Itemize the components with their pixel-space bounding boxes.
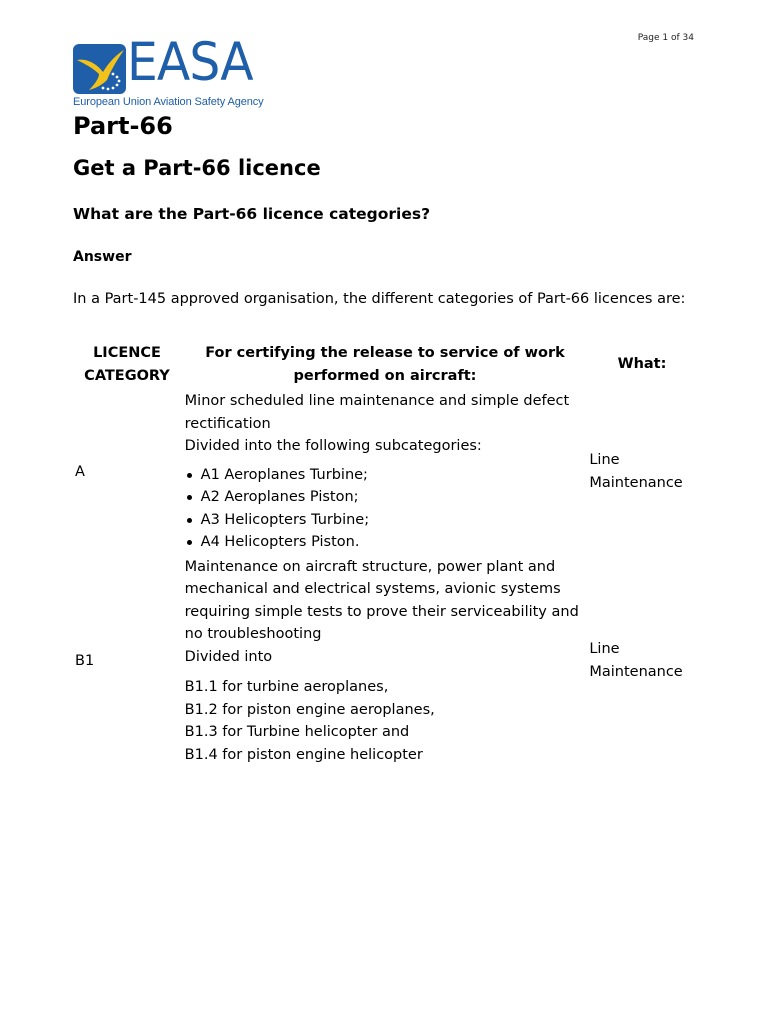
easa-wordmark: EASA xyxy=(127,32,253,93)
list-item: A3 Helicopters Turbine; xyxy=(201,509,590,532)
answer-label: Answer xyxy=(73,249,132,265)
list-item: B1.1 for turbine aeroplanes, xyxy=(184,679,389,695)
row-what-line1: Line xyxy=(589,452,620,469)
document-title: Part-66 xyxy=(73,112,173,140)
table-header-row xyxy=(73,342,695,387)
row-what-cell xyxy=(589,390,695,554)
list-item: B1.2 for piston engine aeroplanes, xyxy=(184,701,435,718)
row-category: A xyxy=(75,463,85,480)
subcategory-list xyxy=(185,464,590,554)
header-what: What: xyxy=(617,356,667,373)
row-what-line2: Maintenance xyxy=(589,474,683,491)
list-item: A4 Helicopters Piston. xyxy=(201,531,590,554)
row-description-cell xyxy=(183,390,590,554)
row-what-line2: Maintenance xyxy=(589,663,683,680)
easa-logo xyxy=(73,32,283,112)
easa-emblem-icon xyxy=(73,44,126,94)
header-certifying: For certifying the release to service of work performed on aircraft: xyxy=(205,345,565,384)
row-category: B1 xyxy=(75,652,95,669)
row-description: Minor scheduled line maintenance and simple defect rectification xyxy=(184,393,570,432)
row-description: Maintenance on aircraft structure, power plant and mechanical and electrical systems, avionic systems requiring simple tests to prove their serviceability and no troubleshooting xyxy=(184,558,579,642)
intro-paragraph: In a Part-145 approved organisation, the different categories of Part-66 licences are: xyxy=(73,291,686,307)
header-category-line2: CATEGORY xyxy=(84,367,170,384)
section-title: Get a Part-66 licence xyxy=(73,156,321,180)
table-row xyxy=(73,556,695,767)
table-row xyxy=(73,390,695,554)
question-heading: What are the Part-66 licence categories? xyxy=(73,205,431,223)
row-what-cell xyxy=(589,556,695,767)
subcategory-list xyxy=(185,676,590,766)
list-item: A2 Aeroplanes Piston; xyxy=(201,486,590,509)
row-description-cell xyxy=(183,556,590,767)
page-indicator: Page 1 of 34 xyxy=(637,33,694,43)
licence-categories-table xyxy=(73,342,695,766)
header-category-line1: LICENCE xyxy=(93,345,161,361)
easa-tagline: European Union Aviation Safety Agency xyxy=(73,96,264,108)
list-item: A1 Aeroplanes Turbine; xyxy=(201,464,590,487)
row-divided-text: Divided into the following subcategories: xyxy=(184,438,482,454)
list-item: B1.4 for piston engine helicopter xyxy=(184,746,423,763)
row-divided-text: Divided into xyxy=(184,648,273,665)
list-item: B1.3 for Turbine helicopter and xyxy=(184,724,410,740)
header-licence-category xyxy=(73,342,181,387)
row-what-line1: Line xyxy=(589,641,620,658)
